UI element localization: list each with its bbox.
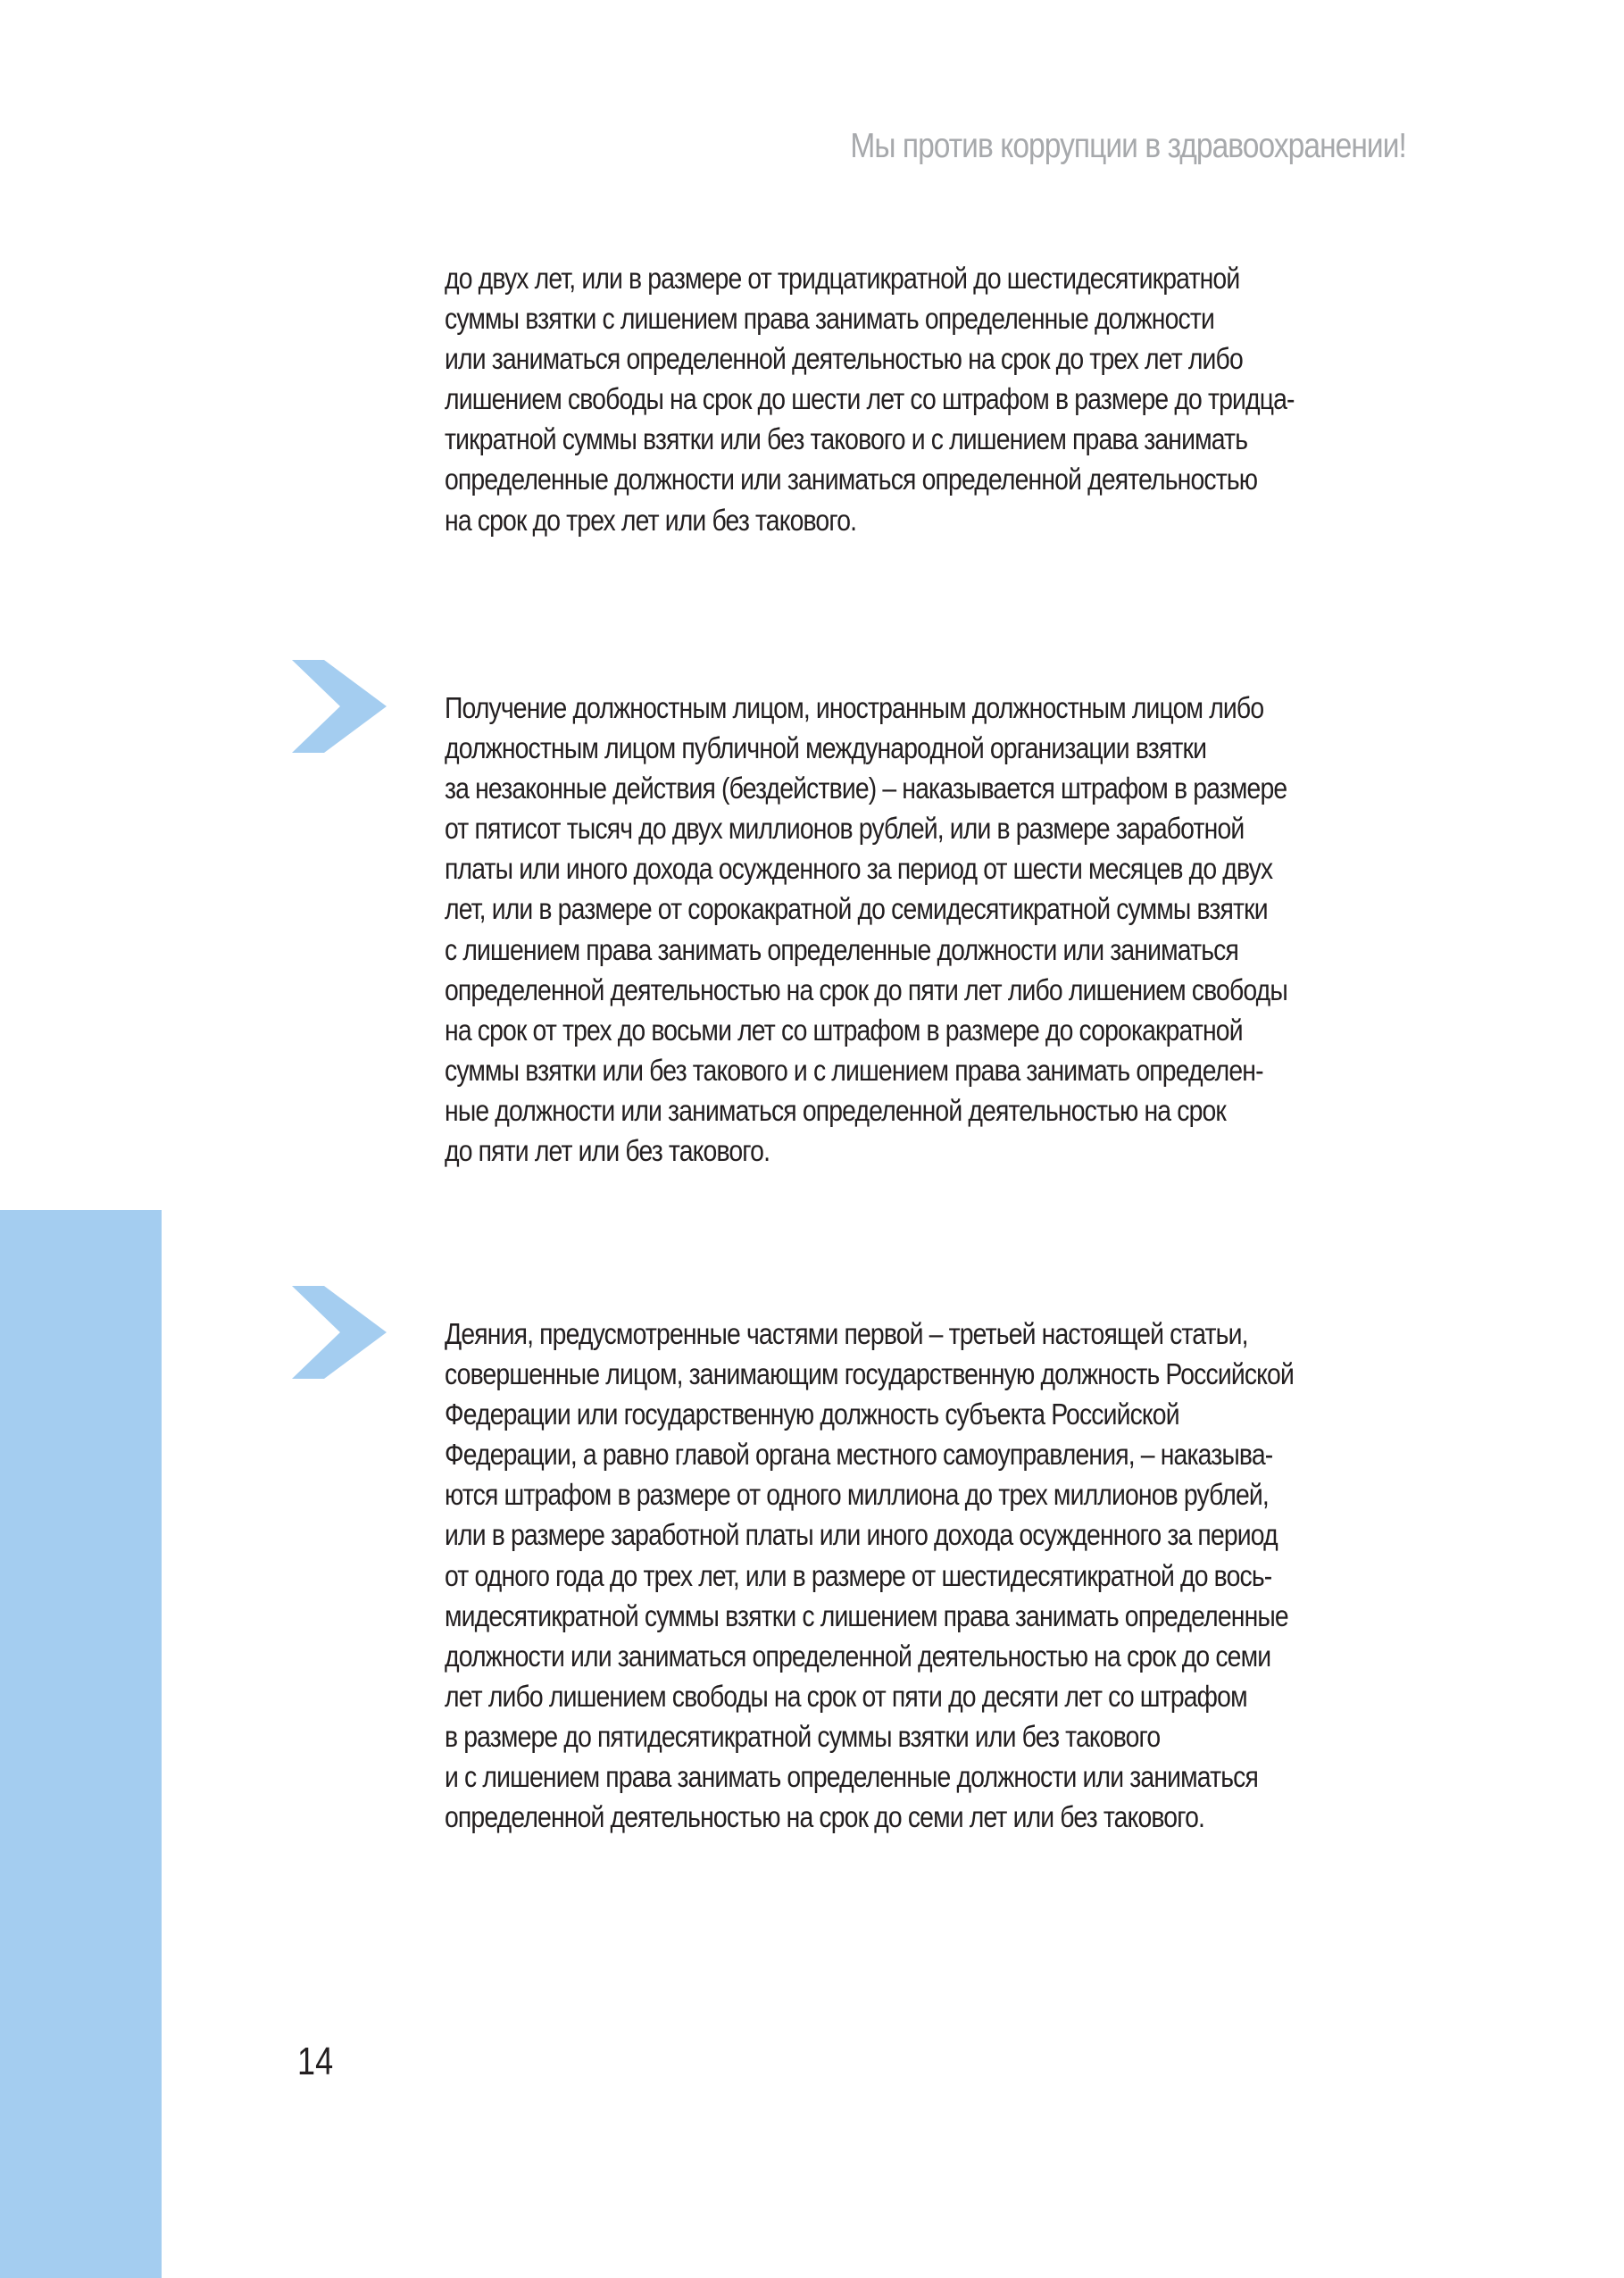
text-line: лет, или в размере от сорокакратной до семидесятикратной суммы взятки <box>445 892 1268 926</box>
text-line: ные должности или заниматься определенной деятельностью на срок <box>445 1093 1226 1127</box>
text-line: ются штрафом в размере от одного миллиона до трех миллионов рублей, <box>445 1478 1269 1512</box>
text-line: должностным лицом публичной международной организации взятки <box>445 731 1207 765</box>
text-line: с лишением права занимать определенные должности или заниматься <box>445 932 1238 966</box>
text-line: до пяти лет или без такового. <box>445 1134 770 1168</box>
text-block-continuation <box>445 258 1295 540</box>
text-line: должности или заниматься определенной деятельностью на срок до семи <box>445 1639 1271 1673</box>
text-line: или в размере заработной платы или иного дохода осужденного за период <box>445 1518 1278 1552</box>
text-line: суммы взятки или без такового и с лишением права занимать определен- <box>445 1053 1263 1087</box>
text-line: Федерации, а равно главой органа местного самоуправления, – наказыва- <box>445 1438 1273 1472</box>
text-line: от одного года до трех лет, или в размере от шестидесятикратной до вось- <box>445 1558 1272 1592</box>
text-line: определенные должности или заниматься определенной деятельностью <box>445 463 1258 496</box>
page-header: Мы против коррупции в здравоохранении! <box>850 127 1406 165</box>
text-line: за незаконные действия (бездействие) – наказывается штрафом в размере <box>445 772 1287 805</box>
text-line: Деяния, предусмотренные частями первой – третьей настоящей статьи, <box>445 1317 1248 1350</box>
text-line: и с лишением права занимать определенные должности или заниматься <box>445 1760 1258 1794</box>
text-line: в размере до пятидесятикратной суммы взятки или без такового <box>445 1719 1161 1753</box>
text-line: тикратной суммы взятки или без такового и с лишением права занимать <box>445 422 1248 456</box>
text-block-article-part <box>445 1314 1294 1837</box>
text-line: платы или иного дохода осужденного за период от шести месяцев до двух <box>445 852 1273 886</box>
text-line: совершенные лицом, занимающим государственную должность Российской <box>445 1357 1294 1391</box>
text-line: мидесятикратной суммы взятки с лишением права занимать определенные <box>445 1598 1288 1632</box>
chevron-right-icon <box>292 658 388 755</box>
chevron-right-icon <box>292 1284 388 1381</box>
text-line: суммы взятки с лишением права занимать определенные должности <box>445 302 1214 336</box>
text-block-article-part <box>445 688 1289 1171</box>
text-line: от пятисот тысяч до двух миллионов рублей, или в размере заработной <box>445 812 1245 846</box>
text-line: лишением свободы на срок до шести лет со штрафом в размере до тридца- <box>445 382 1295 416</box>
text-line: Федерации или государственную должность субъекта Российской <box>445 1398 1179 1431</box>
page-number: 14 <box>297 2040 334 2083</box>
text-line: до двух лет, или в размере от тридцатикратной до шестидесятикратной <box>445 262 1240 295</box>
side-accent-bar <box>0 1210 162 2278</box>
text-line: на срок до трех лет или без такового. <box>445 503 857 537</box>
text-line: Получение должностным лицом, иностранным должностным лицом либо <box>445 691 1264 724</box>
text-line: лет либо лишением свободы на срок от пяти до десяти лет со штрафом <box>445 1679 1247 1713</box>
text-line: на срок от трех до восьми лет со штрафом в размере до сорокакратной <box>445 1013 1243 1047</box>
text-line: или заниматься определенной деятельностью на срок до трех лет либо <box>445 342 1243 376</box>
text-line: определенной деятельностью на срок до пяти лет либо лишением свободы <box>445 972 1287 1006</box>
text-line: определенной деятельностью на срок до семи лет или без такового. <box>445 1800 1205 1834</box>
